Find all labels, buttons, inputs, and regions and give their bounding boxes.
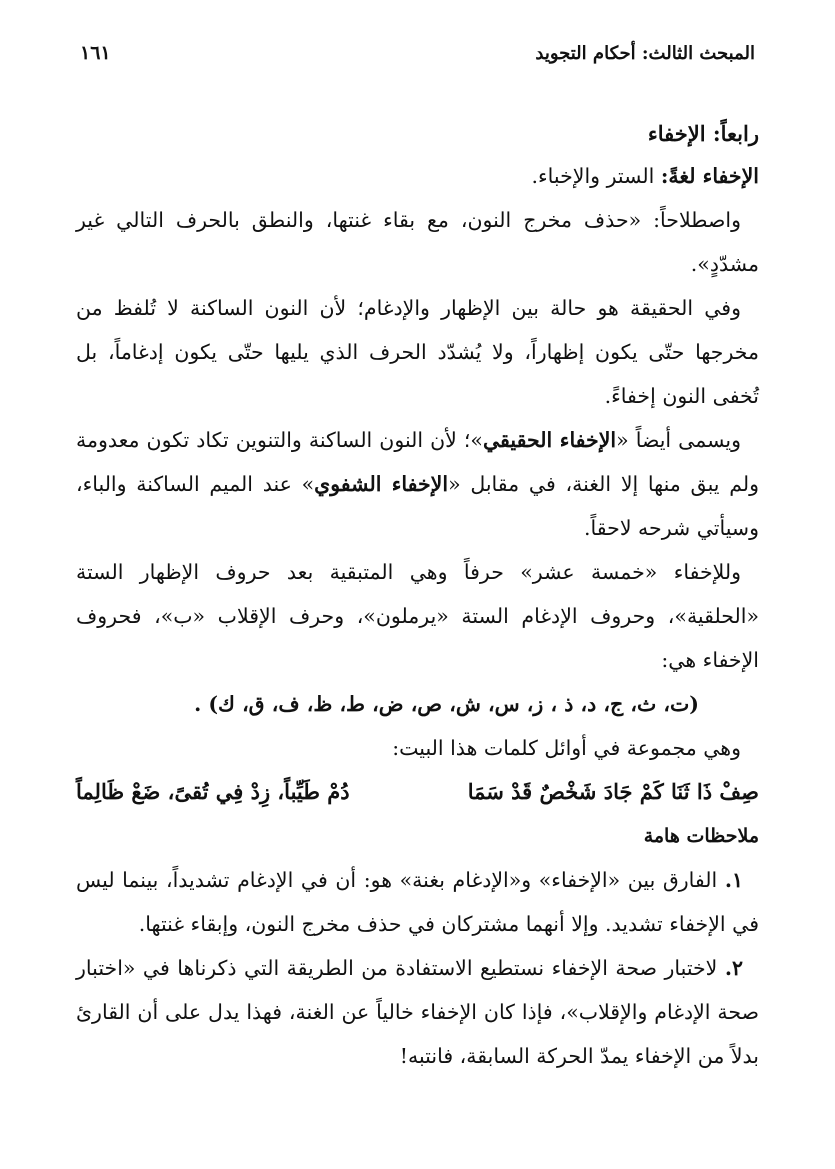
verse-first-hemistich: صِفْ ذَا ثَنَا كَمْ جَادَ شَخْصٌ قَدْ سَمَا bbox=[467, 779, 759, 804]
verse-second-hemistich: دُمْ طَيِّباً، زِدْ فِي تُقىً، ضَعْ ظَالِماً bbox=[76, 779, 350, 804]
verse bbox=[76, 770, 759, 814]
definition-paragraph bbox=[76, 154, 759, 198]
chapter-title: المبحث الثالث: أحكام التجويد bbox=[535, 42, 755, 64]
naming-text-2: »؛ لأن النون الساكنة والتنوين تكاد تكون معدومة ولم يبق منها إلا الغنة، في مقابل « bbox=[76, 428, 759, 496]
note-number: ٢. bbox=[724, 956, 743, 980]
reality-paragraph: وفي الحقيقة هو حالة بين الإظهار والإدغام؛ لأن النون الساكنة لا تُلفظ من مخرجها حتّى يكون إظهاراً، ولا يُشدّد الحرف الذي يليها حتّى يكون إدغاماً، بل تُخفى النون إخفاءً. bbox=[76, 296, 759, 408]
terminology-paragraph: واصطلاحاً: «حذف مخرج النون، مع بقاء غنتها، والنطق بالحرف التالي غير مشدّدٍ». bbox=[76, 208, 759, 276]
naming-term-2: الإخفاء الشفوي bbox=[314, 472, 449, 496]
section-title: رابعاً: الإخفاء bbox=[647, 121, 759, 146]
notes-title: ملاحظات هامة bbox=[643, 825, 759, 847]
note-text: الفارق بين «الإخفاء» و«الإدغام بغنة» هو: أن في الإدغام تشديداً، بينما ليس في الإخفاء تشديد. وإلا أنهما مشتركان في حذف مخرج النون، وإبقاء غنتها. bbox=[76, 868, 759, 936]
naming-text-1: ويسمى أيضاً « bbox=[616, 428, 741, 452]
letters-intro-paragraph: وللإخفاء «خمسة عشر» حرفاً وهي المتبقية بعد حروف الإظهار الستة «الحلقية»، وحروف الإدغام الستة «يرملون»، وحرف الإقلاب «ب»، فحروف الإخفاء هي: bbox=[76, 560, 759, 672]
verse-intro: وهي مجموعة في أوائل كلمات هذا البيت: bbox=[392, 736, 741, 760]
page-body bbox=[76, 112, 759, 1078]
naming-text-3: » عند الميم الساكنة والباء، وسيأتي شرحه لاحقاً. bbox=[76, 472, 759, 540]
definition-text: الستر والإخباء. bbox=[531, 164, 661, 188]
page-number: ١٦١ bbox=[80, 42, 111, 64]
note-number: ١. bbox=[724, 868, 743, 892]
note-text: لاختبار صحة الإخفاء نستطيع الاستفادة من الطريقة التي ذكرناها في «اختبار صحة الإدغام والإقلاب»، فإذا كان الإخفاء خالياً عن الغنة، فهذا يدل على أن القارئ بدلاً من الإخفاء يمدّ الحركة السابقة، فانتبه! bbox=[76, 956, 759, 1068]
note-item bbox=[76, 946, 759, 1078]
running-header bbox=[80, 38, 755, 68]
ikhfa-letters: (ت، ث، ج، د، ذ ، ز، س، ش، ص، ض، ط، ظ، ف، ق، ك) . bbox=[194, 692, 699, 716]
note-item bbox=[76, 858, 759, 946]
definition-lead: الإخفاء لغةً: bbox=[660, 164, 759, 188]
naming-paragraph bbox=[76, 418, 759, 550]
naming-term-1: الإخفاء الحقيقي bbox=[482, 428, 617, 452]
